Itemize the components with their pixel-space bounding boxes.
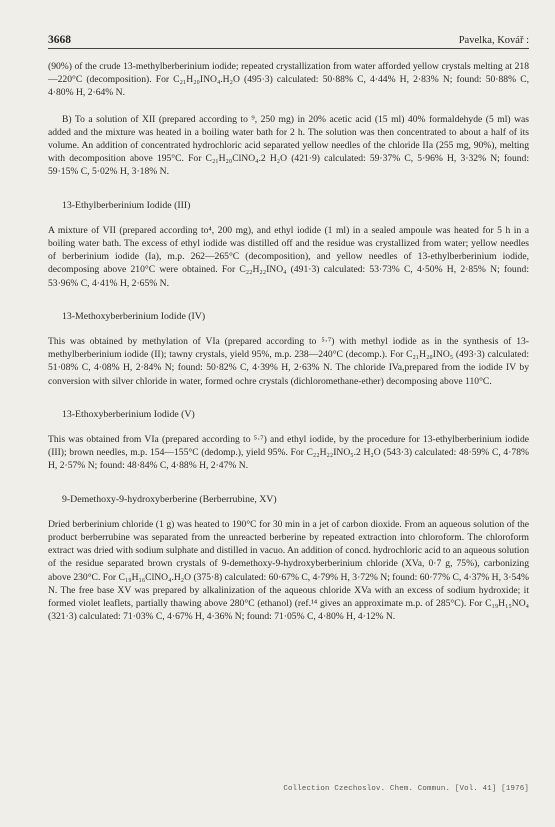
- paragraph-method-b: B) To a solution of XII (prepared according to ⁹, 250 mg) in 20% acetic acid (15 ml) 40% formaldehyde (5 ml) was added and the mixture was heated in a boiling water bath for 2 h. The solution was then concentrated to about a half of its volume. An addition of concentrated hydrochloric acid separated yellow needles of the chloride IIa (255 mg, 90%), melting with decomposition above 195°C. For C₂₁H₂₀ClNO₄.2 H₂O (421·9) calculated: 59·37% C, 5·96% H, 3·32% N; found: 59·15% C, 5·02% H, 3·18% N.: [48, 113, 529, 178]
- paragraph-ethoxyberberinium: This was obtained from VIa (prepared according to ⁵·⁷) and ethyl iodide, by the procedure for 13-ethylberberinium iodide (III); brown needles, m.p. 154—155°C (dedomp.), yield 95%. For C₂₂H₂₂INO₅.2 H₂O (543·3) calculated: 48·59% C, 4·78% H, 2·57% N; found: 48·84% C, 4·88% H, 2·47% N.: [48, 434, 529, 472]
- page-number: 3668: [48, 34, 71, 46]
- section-heading-methoxyberberinium: 13-Methoxyberberinium Iodide (IV): [62, 310, 206, 322]
- paragraph-methoxyberberinium: This was obtained by methylation of VIa (prepared according to ⁵·⁷) with methyl iodide as in the synthesis of 13-methylberberinium iodide (II); tawny crystals, yield 95%, m.p. 238—240°C (decomp.). For C₂₁H₂₀INO₅ (493·3) calculated: 51·08% C, 4·08% H, 2·84% N; found: 50·82% C, 4·39% H, 2·63% N. The chloride IVa,prepared from the iodide IV by conversion with silver chloride in water, formed ochre crystals (dichloromethane-ether) decomposing above 110°C.: [48, 336, 529, 387]
- paragraph-berberrubine: Dried berberinium chloride (1 g) was heated to 190°C for 30 min in a jet of carbon dioxide. From an aqueous solution of the product berberrubine was separated from the unreacted berberine by repeated extraction into chloroform. The chloroform extract was dried with sodium sulphate and distilled in vacuo. An addition of concd. hydrochloric acid to an aqueous solution of the residue separated brown crystals of 9-demethoxy-9-hydroxyberberinium chloride (XVa, 0·7 g, 75%), carbonizing above 230°C. For C₁₉H₁₆ClNO₄.H₂O (375·8) calculated: 60·67% C, 4·79% H, 3·72% N; found: 60·77% C, 4·37% H, 3·54% N. The free base XV was prepared by alkalinization of the aqueous chloride XVa with an excess of sodium hydroxide; it formed violet leaflets, partially thawing above 280°C (ethanol) (ref.¹⁴ gives an approximate m.p. of 285°C). For C₁₉H₁₅NO₄ (321·3) calculated: 71·03% C, 4·67% H, 4·36% N; found: 71·05% C, 4·80% H, 4·12% N.: [48, 518, 529, 623]
- section-heading-berberrubine: 9-Demethoxy-9-hydroxyberberine (Berberrubine, XV): [62, 493, 277, 505]
- page-header: [48, 34, 529, 49]
- section-heading-ethoxyberberinium: 13-Ethoxyberberinium Iodide (V): [62, 408, 195, 420]
- section-heading-ethylberberinium: 13-Ethylberberinium Iodide (III): [62, 199, 191, 211]
- journal-citation-footer: Collection Czechoslov. Chem. Commun. [Vol. 41] [1976]: [283, 785, 529, 793]
- paragraph-crude-iodide: (90%) of the crude 13-methylberberinium iodide; repeated crystallization from water afforded yellow crystals melting at 218—220°C (decomposition). For C₂₁H₂₀INO₄.H₂O (495·3) calculated: 50·88% C, 4·44% H, 2·83% N; found: 50·88% C, 4·80% H, 2·64% N.: [48, 61, 529, 99]
- paragraph-ethylberberinium: A mixture of VII (prepared according to⁴, 200 mg), and ethyl iodide (1 ml) in a sealed ampoule was heated for 5 h in a boiling water bath. The excess of ethyl iodide was distilled off and the residue was crystallized from water; yellow needles of berberinium iodide (Ia), m.p. 262—265°C (decomposition), and yellow needles of 13-ethylberberinium iodide, decomposing above 210°C were obtained. For C₂₂H₂₂INO₄ (491·3) calculated: 53·73% C, 4·50% H, 2·85% N; found: 53·96% C, 4·41% H, 2·65% N.: [48, 224, 529, 289]
- running-authors: Pavelka, Kovář :: [458, 35, 529, 46]
- article-body: [48, 60, 529, 624]
